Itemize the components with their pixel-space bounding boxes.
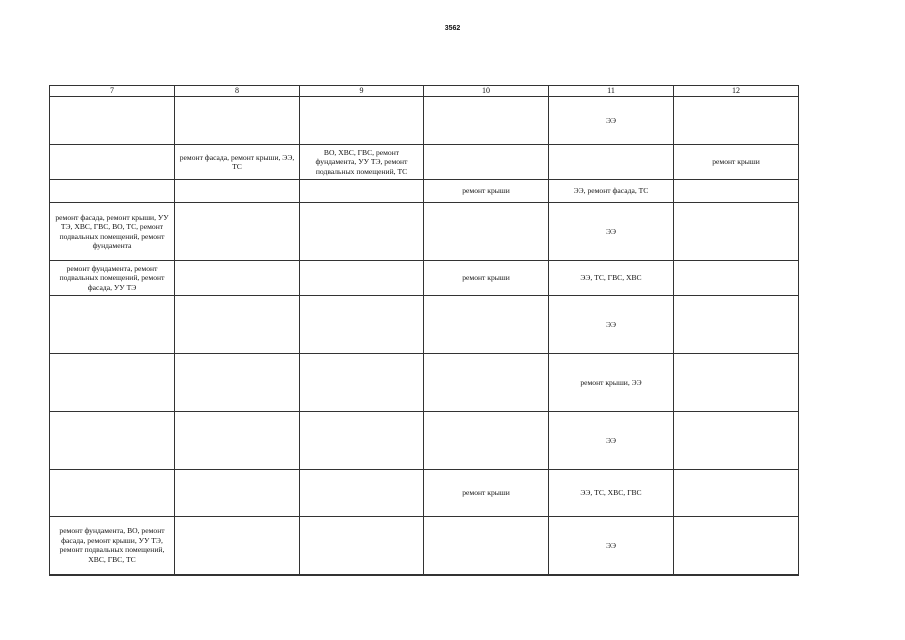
table-cell: [674, 470, 799, 517]
table-cell: ремонт крыши: [674, 145, 799, 180]
table-cell: [300, 470, 424, 517]
table-row: [50, 203, 799, 261]
table-cell: ЭЭ, ТС, ГВС, ХВС: [549, 261, 674, 296]
table-row: [50, 354, 799, 412]
table-cell: [674, 354, 799, 412]
column-header: 10: [424, 86, 549, 97]
table-row: [50, 296, 799, 354]
column-header: 9: [300, 86, 424, 97]
table-cell: [674, 261, 799, 296]
table-cell: ЭЭ: [549, 296, 674, 354]
table-cell: [674, 180, 799, 203]
table-cell: ремонт крыши: [424, 261, 549, 296]
table-cell: [175, 412, 300, 470]
table-cell: [424, 203, 549, 261]
table-cell: ЭЭ, ремонт фасада, ТС: [549, 180, 674, 203]
page-number: 3562: [444, 25, 461, 32]
table-cell: ЭЭ, ТС, ХВС, ГВС: [549, 470, 674, 517]
table-cell: ВО, ХВС, ГВС, ремонт фундамента, УУ ТЭ, ремонт подвальных помещений, ТС: [300, 145, 424, 180]
table-cell: ремонт крыши: [424, 470, 549, 517]
table-cell: [424, 354, 549, 412]
table-row: [50, 470, 799, 517]
table-row: [50, 261, 799, 296]
table-cell: ЭЭ: [549, 412, 674, 470]
table-cell: [424, 517, 549, 575]
table-cell: ремонт фасада, ремонт крыши, УУ ТЭ, ХВС, ГВС, ВО, ТС, ремонт подвальных помещений, ремонт фундамента: [50, 203, 175, 261]
table-cell: ЭЭ: [549, 517, 674, 575]
column-header: 8: [175, 86, 300, 97]
table-cell: [175, 203, 300, 261]
table-cell: [674, 296, 799, 354]
table-cell: ремонт крыши: [424, 180, 549, 203]
table-cell: [300, 517, 424, 575]
table-cell: [674, 517, 799, 575]
table-cell: [50, 470, 175, 517]
table-cell: [300, 203, 424, 261]
table-cell: ЭЭ: [549, 97, 674, 145]
table-cell: ремонт крыши, ЭЭ: [549, 354, 674, 412]
table-cell: ремонт фундамента, ремонт подвальных помещений, ремонт фасада, УУ ТЭ: [50, 261, 175, 296]
column-header: 11: [549, 86, 674, 97]
table-cell: ремонт фасада, ремонт крыши, ЭЭ, ТС: [175, 145, 300, 180]
table-cell: [175, 261, 300, 296]
table-cell: [424, 296, 549, 354]
data-table: [49, 85, 799, 576]
table-cell: [674, 97, 799, 145]
table-cell: [300, 97, 424, 145]
table-cell: [300, 180, 424, 203]
table-row: [50, 97, 799, 145]
table-cell: [50, 412, 175, 470]
table-cell: [300, 296, 424, 354]
table-cell: [175, 180, 300, 203]
table-cell: [674, 412, 799, 470]
table-cell: [50, 354, 175, 412]
table-cell: ЭЭ: [549, 203, 674, 261]
table-cell: [424, 412, 549, 470]
table-cell: [674, 203, 799, 261]
table-cell: [50, 97, 175, 145]
column-header: 12: [674, 86, 799, 97]
table-row: [50, 180, 799, 203]
column-header: 7: [50, 86, 175, 97]
table-cell: [175, 470, 300, 517]
table-cell: [424, 145, 549, 180]
table-cell: [424, 97, 549, 145]
table-cell: [300, 261, 424, 296]
table-cell: [50, 296, 175, 354]
table-cell: [300, 354, 424, 412]
table-cell: ремонт фундамента, ВО, ремонт фасада, ремонт крыши, УУ ТЭ, ремонт подвальных помещений, ХВС, ГВС, ТС: [50, 517, 175, 575]
table-row: [50, 412, 799, 470]
table-cell: [175, 517, 300, 575]
table-row: [50, 145, 799, 180]
table-cell: [175, 296, 300, 354]
table-header-row: [50, 86, 799, 97]
table-cell: [549, 145, 674, 180]
table-cell: [175, 97, 300, 145]
table-cell: [175, 354, 300, 412]
table-row: [50, 517, 799, 575]
table-cell: [300, 412, 424, 470]
table-cell: [50, 145, 175, 180]
table-cell: [50, 180, 175, 203]
